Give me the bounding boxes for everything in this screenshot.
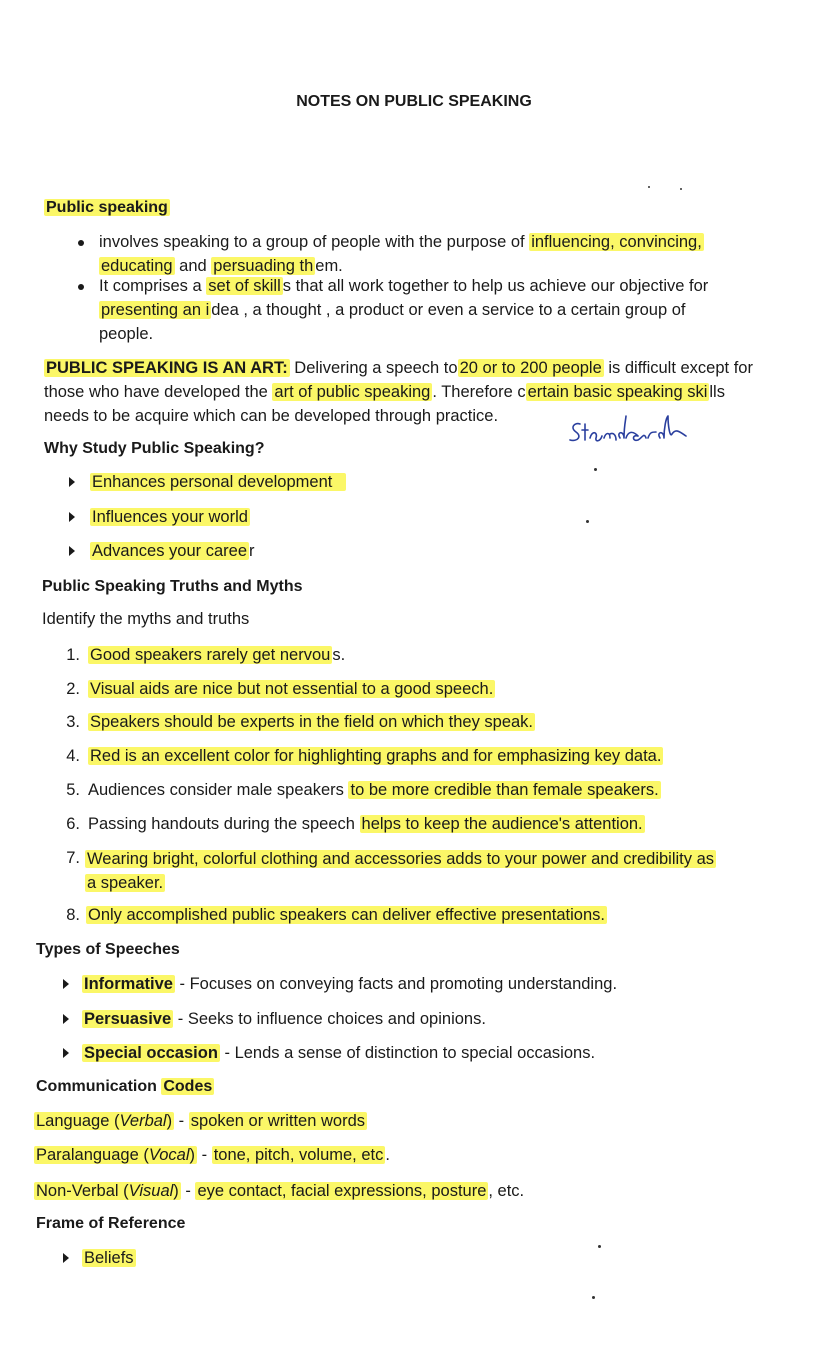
handwritten-signature	[566, 412, 716, 452]
truths-myths-intro: Identify the myths and truths	[42, 610, 250, 628]
list-number: 1.	[66, 646, 80, 664]
section-heading-frame-of-reference: Frame of Reference	[36, 1215, 186, 1232]
scan-speck	[586, 520, 589, 523]
triangle-bullet-icon	[63, 979, 69, 989]
speech-type-persuasive: Persuasive - Seeks to influence choices and opinions.	[84, 1010, 486, 1028]
list-number: 5.	[66, 781, 80, 799]
triangle-bullet-icon	[69, 477, 75, 487]
myth-item-5: Audiences consider male speakers to be more credible than female speakers.	[88, 781, 659, 799]
triangle-bullet-icon	[69, 546, 75, 556]
list-item-why-2: Influences your world	[92, 508, 248, 526]
triangle-bullet-icon	[63, 1048, 69, 1058]
frame-item-beliefs: Beliefs	[84, 1249, 134, 1267]
section-heading-truths-myths: Public Speaking Truths and Myths	[42, 578, 303, 595]
scan-speck	[648, 186, 650, 188]
bullet-dot	[78, 284, 84, 290]
list-number: 7.	[66, 849, 80, 867]
list-number: 6.	[66, 815, 80, 833]
triangle-bullet-icon	[63, 1014, 69, 1024]
section-heading-why-study: Why Study Public Speaking?	[44, 440, 265, 457]
list-number: 8.	[66, 906, 80, 924]
myth-item-8: Only accomplished public speakers can deliver effective presentations.	[88, 906, 605, 924]
scan-speck	[598, 1245, 601, 1248]
list-item-why-1: Enhances personal development	[90, 473, 346, 492]
list-number: 2.	[66, 680, 80, 698]
list-item-why-3: Advances your caree r	[92, 542, 255, 560]
list-number: 3.	[66, 713, 80, 731]
speech-type-special-occasion: Special occasion - Lends a sense of distinction to special occasions.	[84, 1044, 596, 1062]
triangle-bullet-icon	[69, 512, 75, 522]
code-language-verbal: Language (Verbal) - spoken or written words	[36, 1112, 366, 1130]
scan-speck	[680, 188, 682, 190]
page-title: NOTES ON PUBLIC SPEAKING	[296, 93, 532, 110]
bullet-public-speaking-1: involves speaking to a group of people with the purpose of influencing, convincing, educating and persuading th em.	[99, 233, 702, 275]
myth-item-2: Visual aids are nice but not essential to a good speech.	[90, 680, 494, 698]
scan-speck	[592, 1296, 595, 1299]
paragraph-public-speaking-art: PUBLIC SPEAKING IS AN ART: Delivering a speech to 20 or to 200 people is difficult except for those who have developed the art of public speaking . Therefore c ertain basic speaking ski lls needs to be acquire which can be developed through practice.	[44, 359, 753, 425]
triangle-bullet-icon	[63, 1253, 69, 1263]
scan-speck	[594, 468, 597, 471]
bullet-dot	[78, 240, 84, 246]
code-paralanguage-vocal: Paralanguage (Vocal) - tone, pitch, volume, etc .	[36, 1146, 390, 1164]
section-heading-public-speaking: Public speaking	[46, 199, 168, 216]
myth-item-1: Good speakers rarely get nervou s.	[90, 646, 346, 664]
myth-item-4: Red is an excellent color for highlighting graphs and for emphasizing key data.	[90, 747, 662, 765]
code-non-verbal-visual: Non-Verbal (Visual) - eye contact, facial expressions, posture , etc.	[36, 1182, 525, 1200]
bullet-public-speaking-2: It comprises a set of skill s that all work together to help us achieve our objective for presenting an i dea , a thought , a product or even a service to a certain group of people.	[99, 277, 709, 343]
myth-item-7: Wearing bright, colorful clothing and accessories adds to your power and credibility as a speaker.	[87, 850, 715, 892]
list-number: 4.	[66, 747, 80, 765]
myth-item-3: Speakers should be experts in the field on which they speak.	[90, 713, 534, 731]
section-heading-communication-codes: Communication Codes	[36, 1078, 213, 1095]
myth-item-6: Passing handouts during the speech helps to keep the audience's attention.	[88, 815, 643, 833]
section-heading-types-of-speeches: Types of Speeches	[36, 941, 180, 958]
speech-type-informative: Informative - Focuses on conveying facts and promoting understanding.	[84, 975, 618, 993]
